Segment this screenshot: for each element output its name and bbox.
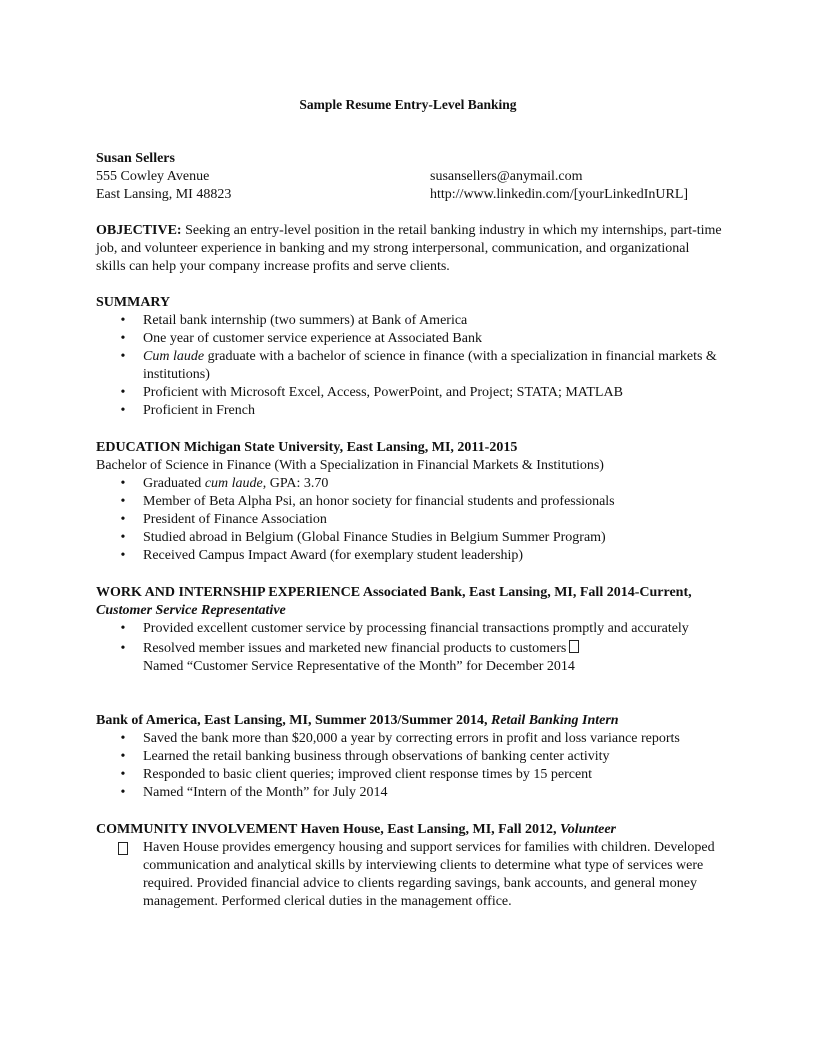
list-item: • One year of customer service experience at Associated Bank xyxy=(120,331,482,346)
missing-glyph-icon xyxy=(118,842,128,855)
list-item: • Resolved member issues and marketed new financial products to customers xyxy=(96,640,722,658)
list-item: • Named “Intern of the Month” for July 2014 xyxy=(120,785,388,800)
contact-row-1 xyxy=(96,168,722,186)
contact-block xyxy=(96,150,722,204)
list-item: • Received Campus Impact Award (for exemplary student leadership) xyxy=(120,548,524,563)
education-section xyxy=(96,439,722,565)
list-item: • Responded to basic client queries; improved client response times by 15 percent xyxy=(120,767,593,782)
community-section xyxy=(96,821,722,911)
linkedin-url: http://www.linkedin.com/[yourLinkedInURL] xyxy=(430,187,689,202)
list-item: • Proficient in French xyxy=(120,403,255,418)
job2-heading: Bank of America, East Lansing, MI, Summer 2013/Summer 2014, Retail Banking Intern xyxy=(96,713,619,728)
work-heading: WORK AND INTERNSHIP EXPERIENCE Associated Bank, East Lansing, MI, Fall 2014-Current, xyxy=(96,585,692,600)
job1-role: Customer Service Representative xyxy=(96,603,286,618)
list-item: • Provided excellent customer service by processing financial transactions promptly and accurately xyxy=(120,621,689,636)
list-item: • Learned the retail banking business through observations of banking center activity xyxy=(120,749,610,764)
community-list xyxy=(96,839,722,911)
list-item: • Cum laude graduate with a bachelor of science in finance (with a specialization in financial markets & institutions) xyxy=(120,349,717,382)
contact-row-2 xyxy=(96,186,722,204)
email: susansellers@anymail.com xyxy=(430,169,583,184)
objective-label: OBJECTIVE: xyxy=(96,223,182,238)
list-item: • Studied abroad in Belgium (Global Finance Studies in Belgium Summer Program) xyxy=(120,530,606,545)
list-item: • Graduated cum laude, GPA: 3.70 xyxy=(120,476,329,491)
job1-list xyxy=(96,620,722,658)
community-heading: COMMUNITY INVOLVEMENT Haven House, East Lansing, MI, Fall 2012, Volunteer xyxy=(96,822,616,837)
summary-list xyxy=(96,312,722,420)
list-item: • Proficient with Microsoft Excel, Access, PowerPoint, and Project; STATA; MATLAB xyxy=(120,385,623,400)
job2-list xyxy=(96,730,722,802)
missing-glyph-icon xyxy=(569,640,579,653)
list-item: Haven House provides emergency housing and support services for families with children. Developed communication and analytical skills by interviewing clients to determine what type of services were required. Provided financial advice to clients regarding savings, bank accounts, and general money management. Performed clerical duties in the management office. xyxy=(96,839,722,911)
candidate-name: Susan Sellers xyxy=(96,151,175,166)
list-item: • Member of Beta Alpha Psi, an honor society for financial students and professionals xyxy=(120,494,615,509)
education-heading: EDUCATION Michigan State University, East Lansing, MI, 2011-2015 xyxy=(96,440,518,455)
degree: Bachelor of Science in Finance (With a Specialization in Financial Markets & Institutions) xyxy=(96,458,604,473)
list-item: • President of Finance Association xyxy=(120,512,327,527)
summary-section xyxy=(96,294,722,420)
education-list xyxy=(96,475,722,565)
job2-section xyxy=(96,712,722,802)
address-line-2: East Lansing, MI 48823 xyxy=(96,187,232,202)
document-title: Sample Resume Entry-Level Banking xyxy=(299,97,517,112)
address-line-1: 555 Cowley Avenue xyxy=(96,169,210,184)
work-section xyxy=(96,584,722,676)
job1-extra: Named “Customer Service Representative of the Month” for December 2014 xyxy=(143,659,575,674)
list-item: • Retail bank internship (two summers) at Bank of America xyxy=(120,313,468,328)
objective-section xyxy=(96,222,722,276)
list-item: • Saved the bank more than $20,000 a year by correcting errors in profit and loss variance reports xyxy=(120,731,680,746)
objective-text: Seeking an entry-level position in the retail banking industry in which my internships, part-time job, and volunteer experience in banking and my strong interpersonal, communication, and organizational skills can help your company increase profits and serve clients. xyxy=(96,223,722,274)
summary-heading: SUMMARY xyxy=(96,295,171,310)
